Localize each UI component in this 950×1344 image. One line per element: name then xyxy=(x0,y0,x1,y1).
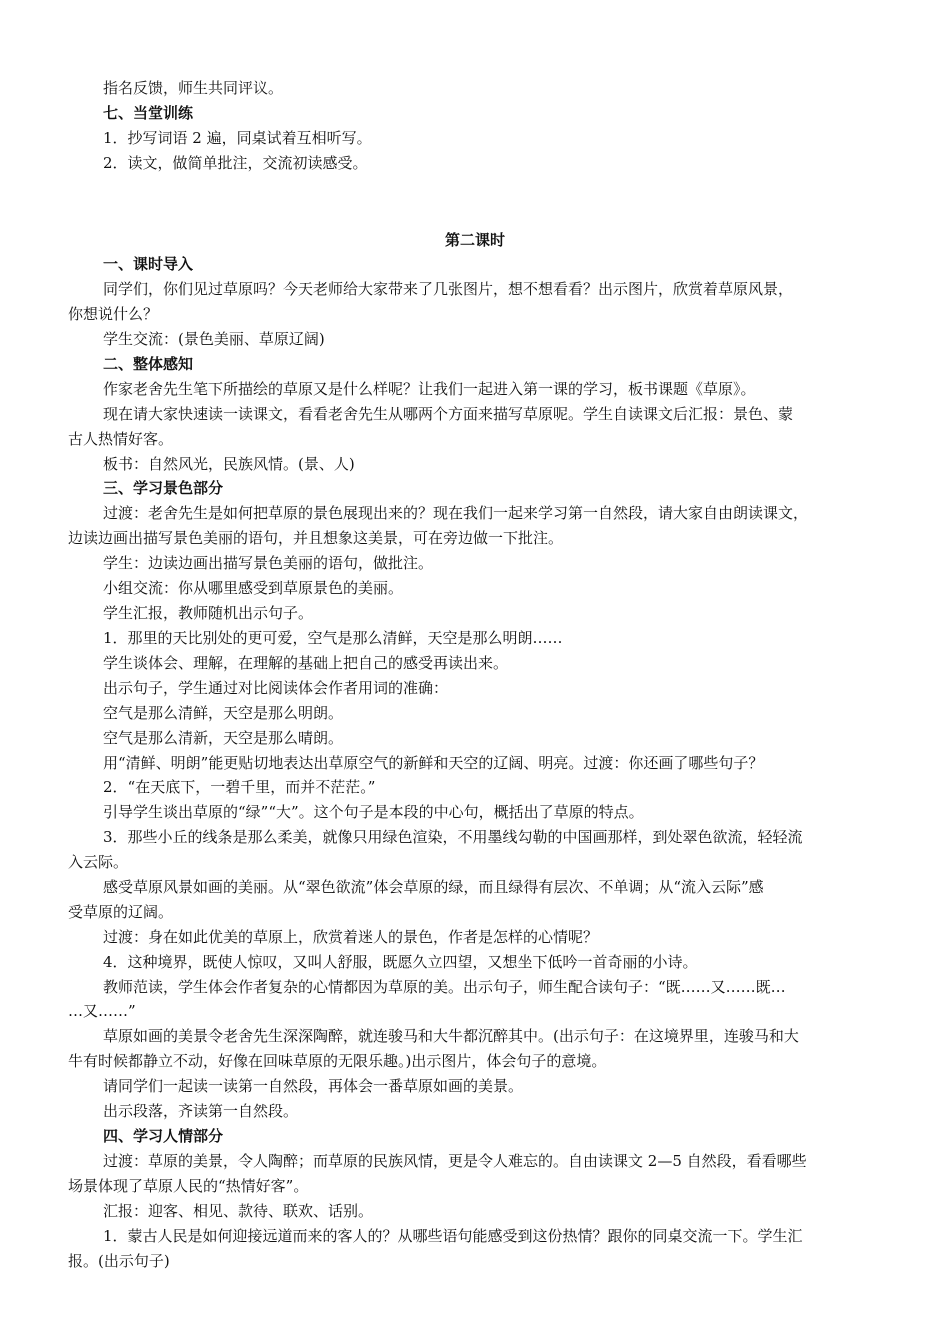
list-item: 2．读文，做简单批注，交流初读感受。 xyxy=(103,154,368,172)
paragraph-continuation: 场景体现了草原人民的“热情好客”。 xyxy=(68,1177,309,1195)
paragraph: 1．蒙古人民是如何迎接远道而来的客人的？从哪些语句能感受到这份热情？跟你的同桌交流一下。学生汇 xyxy=(103,1227,803,1245)
paragraph-continuation: 报。(出示句子) xyxy=(68,1252,170,1270)
list-item: 1．抄写词语 2 遍，同桌试着互相听写。 xyxy=(103,129,372,147)
section-heading: 一、课时导入 xyxy=(103,255,194,273)
paragraph: 汇报：迎客、相见、款待、联欢、话别。 xyxy=(103,1202,374,1220)
paragraph: 指名反馈，师生共同评议。 xyxy=(103,79,284,97)
paragraph: 出示句子，学生通过对比阅读体会作者用词的准确： xyxy=(103,679,449,697)
paragraph: 学生交流：(景色美丽、草原辽阔) xyxy=(103,330,325,348)
lesson-title: 第二课时 xyxy=(444,231,505,249)
paragraph: 请同学们一起读一读第一自然段，再体会一番草原如画的美景。 xyxy=(103,1077,524,1095)
paragraph: 引导学生谈出草原的“绿”“大”。这个句子是本段的中心句，概括出了草原的特点。 xyxy=(103,803,644,821)
quoted-sentence: 4．这种境界，既使人惊叹，又叫人舒服，既愿久立四望，又想坐下低吟一首奇丽的小诗。 xyxy=(103,953,698,971)
paragraph: 草原如画的美景令老舍先生深深陶醉，就连骏马和大牛都沉醉其中。(出示句子：在这境界里，连骏马和大 xyxy=(103,1027,799,1045)
quoted-sentence: 3．那些小丘的线条是那么柔美，就像只用绿色渲染，不用墨线勾勒的中国画那样，到处翠色欲流，轻轻流 xyxy=(103,828,803,846)
section-heading: 四、学习人情部分 xyxy=(103,1127,224,1145)
section-heading: 三、学习景色部分 xyxy=(103,479,224,497)
comparison-sentence: 空气是那么清新，天空是那么晴朗。 xyxy=(103,729,344,747)
section-heading: 七、当堂训练 xyxy=(103,104,194,122)
paragraph: 用“清鲜、明朗”能更贴切地表达出草原空气的新鲜和天空的辽阔、明亮。过渡：你还画了哪些句子？ xyxy=(103,754,764,772)
section-heading: 二、整体感知 xyxy=(103,355,194,373)
paragraph: 学生谈体会、理解，在理解的基础上把自己的感受再读出来。 xyxy=(103,654,509,672)
comparison-sentence: 空气是那么清鲜，天空是那么明朗。 xyxy=(103,704,344,722)
paragraph: 过渡：身在如此优美的草原上，欣赏着迷人的景色，作者是怎样的心情呢？ xyxy=(103,928,599,946)
paragraph-continuation: 牛有时候都静立不动，好像在回味草原的无限乐趣。)出示图片，体会句子的意境。 xyxy=(68,1052,607,1070)
paragraph-continuation: 你想说什么？ xyxy=(68,305,159,323)
paragraph-continuation: …又……” xyxy=(68,1002,136,1020)
paragraph-continuation: 古人热情好客。 xyxy=(68,430,174,448)
paragraph-continuation: 边读边画出描写景色美丽的语句，并且想象这美景，可在旁边做一下批注。 xyxy=(68,529,564,547)
paragraph: 学生汇报，教师随机出示句子。 xyxy=(103,604,314,622)
quoted-sentence: 1．那里的天比别处的更可爱，空气是那么清鲜，天空是那么明朗…… xyxy=(103,629,563,647)
paragraph: 感受草原风景如画的美丽。从“翠色欲流”体会草原的绿，而且绿得有层次、不单调；从“流入云际”感 xyxy=(103,878,764,896)
paragraph: 同学们，你们见过草原吗？今天老师给大家带来了几张图片，想不想看看？出示图片，欣赏着草原风景， xyxy=(103,280,794,298)
quoted-sentence: 2．“在天底下，一碧千里，而并不茫茫。” xyxy=(103,778,376,796)
paragraph: 学生：边读边画出描写景色美丽的语句，做批注。 xyxy=(103,554,434,572)
paragraph-continuation: 入云际。 xyxy=(68,853,129,871)
paragraph: 现在请大家快速读一读课文，看看老舍先生从哪两个方面来描写草原呢。学生自读课文后汇报：景色、蒙 xyxy=(103,405,794,423)
paragraph-continuation: 受草原的辽阔。 xyxy=(68,903,174,921)
paragraph: 教师范读，学生体会作者复杂的心情都因为草原的美。出示句子，师生配合读句子：“既……又……既… xyxy=(103,978,786,996)
paragraph: 小组交流：你从哪里感受到草原景色的美丽。 xyxy=(103,579,404,597)
paragraph: 过渡：草原的美景，令人陶醉；而草原的民族风情，更是令人难忘的。自由读课文 2—5 自然段，看看哪些 xyxy=(103,1152,807,1170)
paragraph: 出示段落，齐读第一自然段。 xyxy=(103,1102,299,1120)
paragraph: 作家老舍先生笔下所描绘的草原又是什么样呢？让我们一起进入第一课的学习，板书课题《草原》。 xyxy=(103,380,756,398)
paragraph: 板书：自然风光，民族风情。(景、人) xyxy=(103,455,355,473)
paragraph: 过渡：老舍先生是如何把草原的景色展现出来的？现在我们一起来学习第一自然段，请大家自由朗读课文， xyxy=(103,504,809,522)
